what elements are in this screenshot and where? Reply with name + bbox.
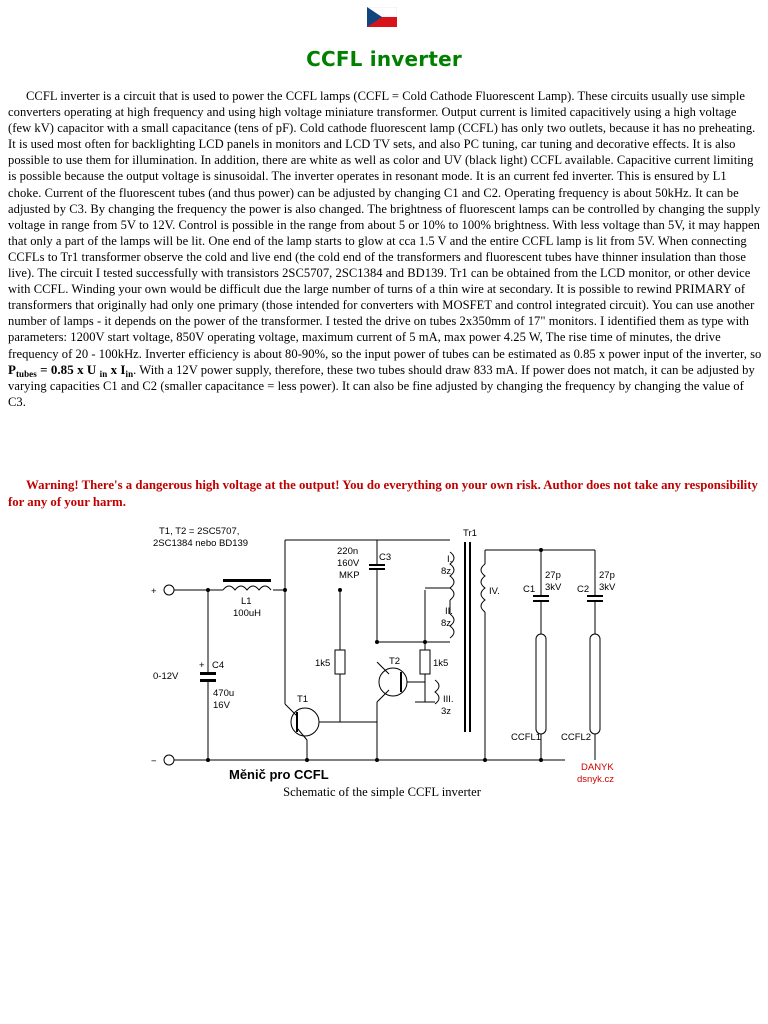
winding-3-turns: 3z xyxy=(441,706,452,717)
ccfl1-label: CCFL1 xyxy=(511,732,542,743)
transistor-note-1: T1, T2 = 2SC5707, xyxy=(159,526,240,537)
site-label: dsnyk.cz xyxy=(577,774,614,784)
winding-2-turns: 8z xyxy=(441,618,452,629)
c2-name: C2 xyxy=(577,584,590,595)
tr1-name: Tr1 xyxy=(463,528,477,539)
page-title: CCFL inverter xyxy=(306,47,462,71)
supply-label: 0-12V xyxy=(153,671,179,682)
c4-value-1: 470u xyxy=(213,688,235,699)
czech-flag-icon xyxy=(367,7,397,27)
warning-text: Warning! There's a dangerous high voltage at the output! You do everything on your own risk. Author does not take any responsibility for any of your harm. xyxy=(8,478,758,509)
plus-label: + xyxy=(151,586,157,597)
c2-value-2: 3kV xyxy=(599,582,616,593)
c4-name: C4 xyxy=(212,660,225,671)
ccfl2-label: CCFL2 xyxy=(561,732,592,743)
author-label: DANYK xyxy=(581,762,614,773)
c3-name: C3 xyxy=(379,552,392,563)
paragraph-text-2: . With a 12V power supply, therefore, these two tubes should draw 833 mA. If power does not match, it can be adjusted by varying capacities C1 and C2 (smaller capacitance = less power). It can also be fine adjusted by changing the frequency by changing the value of C3. xyxy=(8,362,755,409)
schematic-caption: Schematic of the simple CCFL inverter xyxy=(283,785,481,799)
r2-value: 1k5 xyxy=(433,658,449,669)
winding-2: II. xyxy=(445,606,453,617)
r1-value: 1k5 xyxy=(315,658,331,669)
c3-value-2: 160V xyxy=(337,558,360,569)
c1-value-1: 27p xyxy=(545,570,561,581)
c1-value-2: 3kV xyxy=(545,582,562,593)
description-paragraph xyxy=(8,88,762,410)
c3-value-1: 220n xyxy=(337,546,359,557)
transistor-note-2: 2SC1384 nebo BD139 xyxy=(153,538,249,549)
c3-value-3: MKP xyxy=(339,570,360,581)
winding-3: III. xyxy=(443,694,454,705)
l1-name: L1 xyxy=(241,596,252,607)
c4-plus: + xyxy=(199,660,205,671)
power-formula: $P_{tubes} = 0.85$ x U $_{in}$ x $I_{in}$ xyxy=(8,361,134,379)
l1-value: 100uH xyxy=(233,608,261,619)
c1-name: C1 xyxy=(523,584,536,595)
winding-1: I. xyxy=(447,554,453,565)
c4-value-2: 16V xyxy=(213,700,230,711)
schematic-diagram xyxy=(145,522,625,784)
t1-name: T1 xyxy=(297,694,309,705)
winding-4: IV. xyxy=(489,586,500,597)
schematic-title: Měnič pro CCFL xyxy=(229,767,329,782)
t2-name: T2 xyxy=(389,656,401,667)
winding-1-turns: 8z xyxy=(441,566,452,577)
minus-label: − xyxy=(151,756,157,767)
c2-value-1: 27p xyxy=(599,570,615,581)
paragraph-text-1: CCFL inverter is a circuit that is used to power the CCFL lamps (CCFL = Cold Cathode Fluorescent Lamp). These circuits usually use simple converters operating at high frequency and using high voltage miniature transformer. Output current is limited capacitively using a high voltage (few kV) capacitor with a small capacitance (tens of pF). Cold cathode fluorescent lamp (CCFL) has only two outlets, because it has no preheating. It is used most often for backlighting LCD panels in monitors and LCD TV sets, and also PC tuning, car tuning and decorative effects. It is also possible to use them for illumination. In addition, there are white as well as color and UV (black light) CCFL available. Capacitive current limiting is possible because the output voltage is sinusoidal. The inverter operates in resonant mode. It is an current fed inverter. This is ensured by L1 choke. Current of the fluorescent tubes (and thus power) can be adjusted by changing C1 and C2. Operating frequency is about 50kHz. It can be adjusted by C3. By changing the frequency the power is also changed. The brightness of fluorescent lamps can be controlled by changing the supply voltage in range from 5V to 12V. Control is possible in the range from about 5 or 10% to 100% brightness. With less voltage than 5V, it may happen that only a part of the lamps will be lit. One end of the lamp starts to glow at cca 1.5 V and the entire CCFL lamp is lit from 5V. When connecting CCFLs to Tr1 transformer observe the cold and live end (the cold end of the transformers and fluorescent tubes have thinner insulation than those live). The circuit I tested successfully with transistors 2SC5707, 2SC1384 and BD139. Tr1 can be obtained from the LCD monitor, or other device with CCFL. Winding your own would be difficult due the large number of turns of a thin wire at secondary. It is possible to rewind PRIMARY of transformers that originally had only one primary (those intended for converters with MOSFET and control integrated circuit). You can use another number of lamps - it depends on the power of the transformer. I tested the drive on tubes 2x350mm of 17" monitors. I identified them as type with parameters: 1200V start voltage, 850V operating voltage, maximum current of 5 mA, max power 4.25 W, The rise time of minutes, the drive frequency of 20 - 100kHz. Inverter efficiency is about 80-90%, so the input power of tubes can be estimated as 0.85 x power input of the inverter, so xyxy=(8,89,762,361)
